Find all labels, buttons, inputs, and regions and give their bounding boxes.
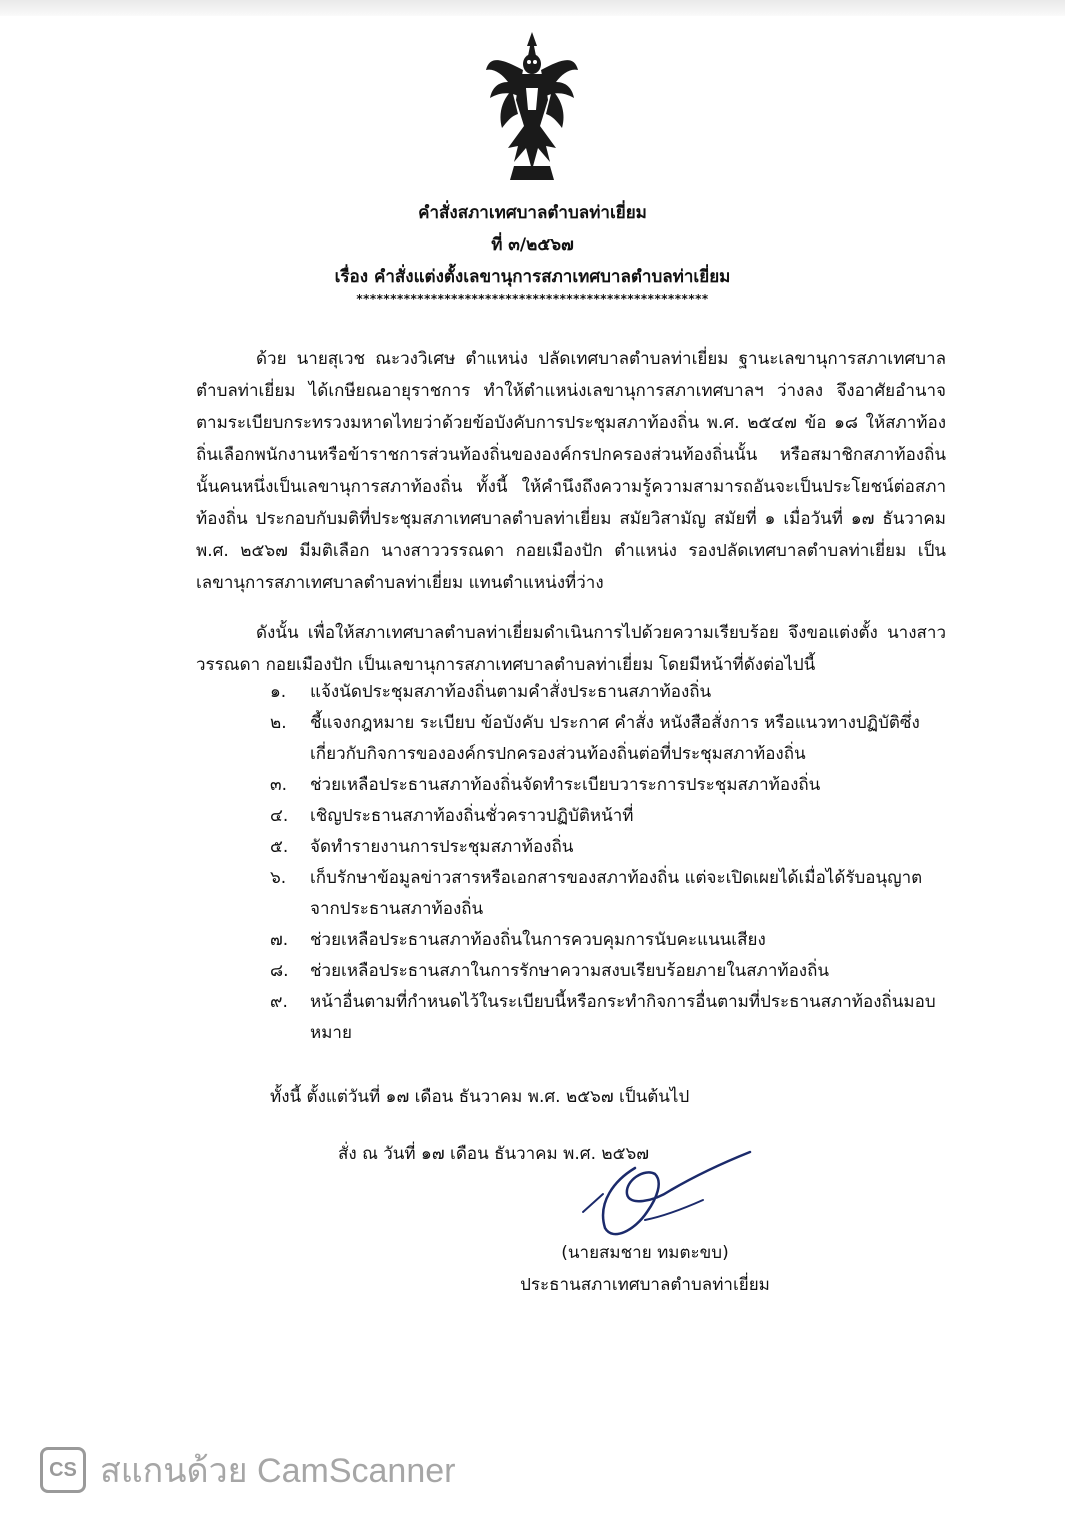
order-title: คำสั่งสภาเทศบาลตำบลท่าเยี่ยม	[418, 203, 647, 223]
scan-top-band	[0, 0, 1065, 16]
list-item	[270, 832, 950, 863]
list-item	[270, 801, 950, 832]
list-item-number: ๕.	[270, 837, 289, 857]
list-item	[270, 770, 950, 801]
list-item-number: ๑.	[270, 682, 287, 702]
list-item	[270, 677, 950, 708]
list-item	[270, 956, 950, 987]
list-item-number: ๖.	[270, 868, 287, 888]
list-item-number: ๒.	[270, 713, 287, 733]
list-item-text: ช่วยเหลือประธานสภาในการรักษาความสงบเรียบร้อยภายในสภาท้องถิ่น	[310, 961, 830, 981]
body-paragraph-1: ด้วย นายสุเวช ณะวงวิเศษ ตำแหน่ง ปลัดเทศบาลตำบลท่าเยี่ยม ฐานะเลขานุการสภาเทศบาลตำบลท่าเยี่ยม ได้เกษียณอายุราชการ ทำให้ตำแหน่งเลขานุการสภาเทศบาลฯ ว่างลง จึงอาศัยอำนาจตามระเบียบกระทรวงมหาดไทยว่าด้วยข้อบังคับการประชุมสภาท้องถิ่น พ.ศ. ๒๕๔๗ ข้อ ๑๘ ให้สภาท้องถิ่นเลือกพนักงานหรือข้าราชการส่วนท้องถิ่นขององค์กรปกครองส่วนท้องถิ่นนั้น หรือสมาชิกสภาท้องถิ่นนั้นคนหนึ่งเป็นเลขานุการสภาท้องถิ่น ทั้งนี้ ให้คำนึงถึงความรู้ความสามารถอันจะเป็นประโยชน์ต่อสภาท้องถิ่น ประกอบกับมติที่ประชุมสภาเทศบาลตำบลท่าเยี่ยม สมัยวิสามัญ สมัยที่ ๑ เมื่อวันที่ ๑๗ ธันวาคม พ.ศ. ๒๕๖๗ มีมติเลือก นางสาววรรณดา กอยเมืองปัก ตำแหน่ง รองปลัดเทศบาลตำบลท่าเยี่ยม เป็นเลขานุการสภาเทศบาลตำบลท่าเยี่ยม แทนตำแหน่งที่ว่าง	[196, 349, 946, 593]
list-item-text: เชิญประธานสภาท้องถิ่นชั่วคราวปฏิบัติหน้าที่	[310, 806, 634, 826]
signatory-title: ประธานสภาเทศบาลตำบลท่าเยี่ยม	[520, 1275, 770, 1295]
garuda-emblem-icon	[484, 30, 580, 182]
list-item-text: แจ้งนัดประชุมสภาท้องถิ่นตามคำสั่งประธานสภาท้องถิ่น	[310, 682, 712, 702]
list-item-number: ๗.	[270, 930, 289, 950]
camscanner-text: สแกนด้วย CamScanner	[100, 1452, 456, 1490]
body-paragraph-2: ดังนั้น เพื่อให้สภาเทศบาลตำบลท่าเยี่ยมดำเนินการไปด้วยความเรียบร้อย จึงขอแต่งตั้ง นางสาววรรณดา กอยเมืองปัก เป็นเลขานุการสภาเทศบาลตำบลท่าเยี่ยม โดยมีหน้าที่ดังต่อไปนี้	[196, 623, 946, 675]
list-item	[270, 925, 950, 956]
list-item	[270, 987, 950, 1049]
order-number: ที่ ๓/๒๕๖๗	[491, 235, 574, 255]
list-item-text: ช่วยเหลือประธานสภาท้องถิ่นในการควบคุมการนับคะแนนเสียง	[310, 930, 766, 950]
list-item-text: เก็บรักษาข้อมูลข่าวสารหรือเอกสารของสภาท้องถิ่น แต่จะเปิดเผยได้เมื่อได้รับอนุญาตจากประธานสภาท้องถิ่น	[310, 868, 923, 919]
camscanner-watermark	[40, 1440, 455, 1500]
header-separator: ****************************************************	[356, 292, 709, 306]
order-date: สั่ง ณ วันที่ ๑๗ เดือน ธันวาคม พ.ศ. ๒๕๖๗	[338, 1144, 650, 1164]
order-subject: เรื่อง คำสั่งแต่งตั้งเลขานุการสภาเทศบาลตำบลท่าเยี่ยม	[334, 267, 731, 287]
list-item-number: ๙.	[270, 992, 288, 1012]
list-item-text: ชี้แจงกฎหมาย ระเบียบ ข้อบังคับ ประกาศ คำสั่ง หนังสือสั่งการ หรือแนวทางปฏิบัติซึ่งเกี่ยวกับกิจการขององค์กรปกครองส่วนท้องถิ่นต่อที่ประชุมสภาท้องถิ่น	[310, 713, 920, 764]
list-item-number: ๓.	[270, 775, 288, 795]
signatory-name: (นายสมชาย ทมตะขบ)	[561, 1243, 729, 1263]
duties-list	[270, 677, 950, 1049]
list-item	[270, 708, 950, 770]
list-item-text: จัดทำรายงานการประชุมสภาท้องถิ่น	[310, 837, 574, 857]
effective-date: ทั้งนี้ ตั้งแต่วันที่ ๑๗ เดือน ธันวาคม พ.ศ. ๒๕๖๗ เป็นต้นไป	[270, 1087, 690, 1107]
camscanner-logo-icon: CS	[40, 1447, 86, 1493]
list-item	[270, 863, 950, 925]
signature-icon	[575, 1150, 765, 1245]
list-item-number: ๘.	[270, 961, 289, 981]
list-item-number: ๔.	[270, 806, 289, 826]
list-item-text: ช่วยเหลือประธานสภาท้องถิ่นจัดทำระเบียบวาระการประชุมสภาท้องถิ่น	[310, 775, 821, 795]
list-item-text: หน้าอื่นตามที่กำหนดไว้ในระเบียบนี้หรือกระทำกิจการอื่นตามที่ประธานสภาท้องถิ่นมอบหมาย	[310, 992, 936, 1043]
